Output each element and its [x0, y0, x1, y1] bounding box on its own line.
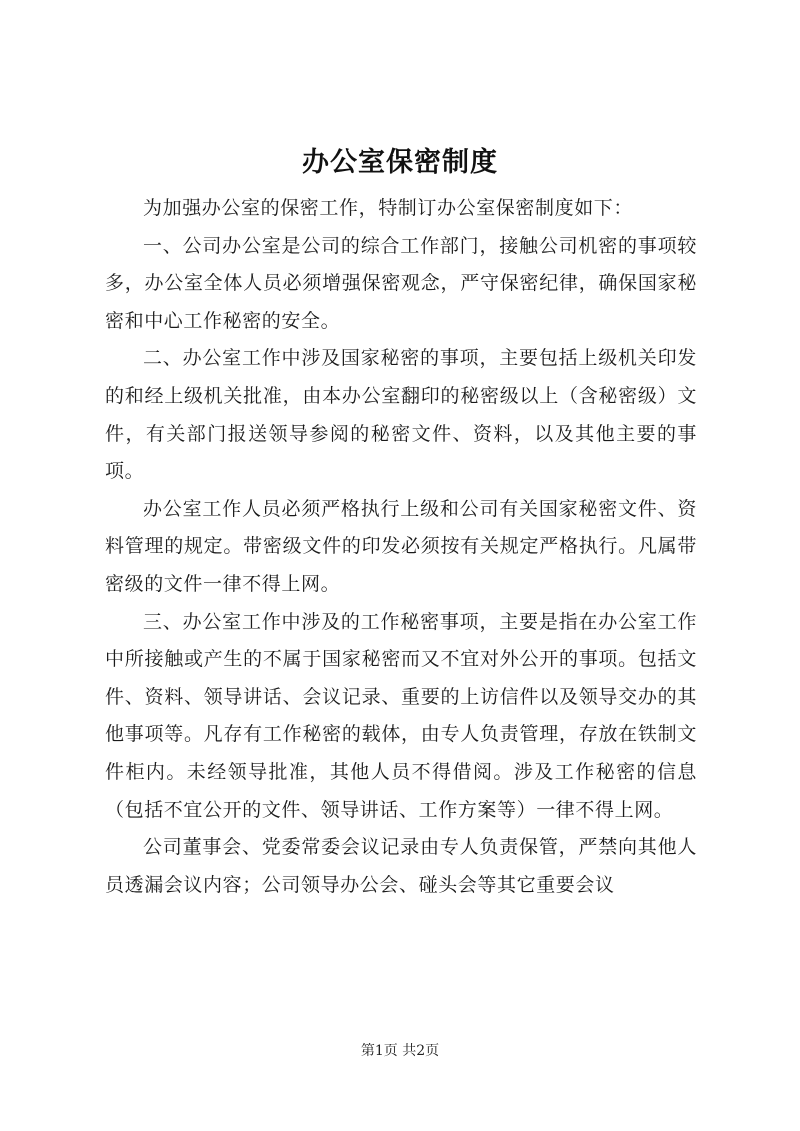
document-body — [105, 190, 697, 904]
paragraph-section-2: 二、办公室工作中涉及国家秘密的事项，主要包括上级机关印发的和经上级机关批准，由本办公室翻印的秘密级以上（含秘密级）文件，有关部门报送领导参阅的秘密文件、资料，以及其他主要的事项。 — [105, 347, 697, 483]
paragraph-intro: 为加强办公室的保密工作，特制订办公室保密制度如下： — [143, 197, 634, 219]
paragraph-meeting-records: 公司董事会、党委常委会议记录由专人负责保管，严禁向其他人员透漏会议内容；公司领导办公会、碰头会等其它重要会议 — [105, 836, 697, 896]
page-footer: 第1页 共2页 — [360, 1043, 440, 1059]
document-title: 办公室保密制度 — [302, 147, 498, 178]
paragraph-section-1: 一、公司办公室是公司的综合工作部门，接触公司机密的事项较多，办公室全体人员必须增强保密观念，严守保密纪律，确保国家秘密和中心工作秘密的安全。 — [105, 234, 697, 332]
paragraph-section-3: 三、办公室工作中涉及的工作秘密事项，主要是指在办公室工作中所接触或产生的不属于国家秘密而又不宜对外公开的事项。包括文件、资料、领导讲话、会议记录、重要的上访信件以及领导交办的其他事项等。凡存有工作秘密的载体，由专人负责管理，存放在铁制文件柜内。未经领导批准，其他人员不得借阅。涉及工作秘密的信息（包括不宜公开的文件、领导讲话、工作方案等）一律不得上网。 — [105, 610, 697, 821]
paragraph-section-2-cont: 办公室工作人员必须严格执行上级和公司有关国家秘密文件、资料管理的规定。带密级文件的印发必须按有关规定严格执行。凡属带密级的文件一律不得上网。 — [105, 497, 697, 595]
